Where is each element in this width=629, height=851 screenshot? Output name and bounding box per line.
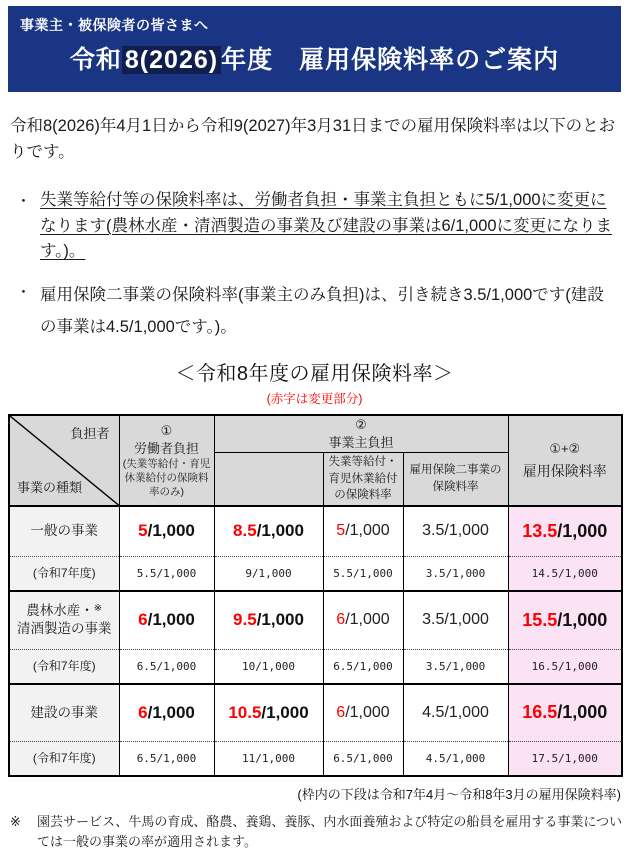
table-row-kensetsu	[9, 684, 622, 741]
flyer-page	[0, 6, 629, 849]
prev-rate-cell: 6.5/1,000	[323, 741, 403, 776]
rate-cell: 9.5/1,000	[214, 591, 323, 649]
corner-header-cell	[9, 415, 119, 506]
header-employer-spacer	[214, 452, 323, 506]
header-worker-num: ①	[160, 423, 173, 439]
table-row-norin	[9, 591, 622, 649]
header-sub-nijigyo-rate: 雇用保険二事業の保険料率	[403, 452, 508, 506]
footnote-prev-year-range: (枠内の下段は令和7年4月～令和8年3月の雇用保険料率)	[297, 787, 621, 803]
table-row-norin-prev-year	[9, 649, 622, 684]
bullet-marker: ・	[16, 283, 32, 301]
footnote-asterisk-text: 園芸サービス、牛馬の育成、酪農、養鶏、養豚、内水面養殖および特定の船員を雇用する事業については一般の事業の率が適用されます。	[37, 814, 623, 849]
prev-total-rate-cell: 17.5/1,000	[508, 741, 622, 776]
rate-cell: 6/1,000	[119, 684, 214, 741]
row-label: 農林水産・※ 清酒製造の事業	[9, 591, 119, 649]
prev-rate-cell: 3.5/1,000	[403, 556, 508, 591]
banner-eyebrow: 事業主・被保険者の皆さまへ	[20, 17, 209, 33]
row-label: (令和7年度)	[9, 649, 119, 684]
row-label: (令和7年度)	[9, 556, 119, 591]
row-label: 一般の事業	[9, 506, 119, 556]
prev-rate-cell: 6.5/1,000	[323, 649, 403, 684]
bullet-item-rate-change	[16, 188, 619, 265]
corner-label-business-type: 事業の種類	[17, 480, 83, 496]
header-employer-burden	[214, 415, 508, 452]
prev-rate-cell: 6.5/1,000	[119, 741, 214, 776]
prev-rate-cell: 3.5/1,000	[403, 649, 508, 684]
total-rate-cell: 13.5/1,000	[508, 506, 622, 556]
prev-rate-cell: 6.5/1,000	[119, 649, 214, 684]
header-total-num: ①+②	[549, 441, 581, 457]
total-rate-cell: 16.5/1,000	[508, 684, 622, 741]
corner-label-bearer: 負担者	[70, 426, 110, 442]
banner-title-highlight: 8(2026)	[122, 46, 221, 74]
rate-cell: 6/1,000	[119, 591, 214, 649]
rate-cell: 5/1,000	[323, 506, 403, 556]
asterisk-mark: ※	[93, 602, 103, 614]
bullet-item-nijigyo	[16, 279, 619, 343]
section-title: ＜令和8年度の雇用保険料率＞	[175, 363, 454, 386]
header-employer-label: 事業主負担	[328, 434, 394, 450]
header-total-rate	[508, 415, 622, 506]
rate-cell: 6/1,000	[323, 684, 403, 741]
header-total-label: 雇用保険料率	[522, 462, 607, 479]
header-worker-note: (失業等給付・育児休業給付の保険料率のみ)	[122, 458, 211, 498]
header-sub-benefit-rate: 失業等給付・育児休業給付の保険料率	[323, 452, 403, 506]
prev-rate-cell: 11/1,000	[214, 741, 323, 776]
bullet-marker: ・	[16, 193, 32, 211]
prev-rate-cell: 5.5/1,000	[119, 556, 214, 591]
banner-title	[8, 40, 621, 76]
rate-cell: 4.5/1,000	[403, 684, 508, 741]
prev-total-rate-cell: 14.5/1,000	[508, 556, 622, 591]
header-worker-burden	[119, 415, 214, 506]
prev-rate-cell: 4.5/1,000	[403, 741, 508, 776]
rate-cell: 5/1,000	[119, 506, 214, 556]
table-row-kensetsu-prev-year	[9, 741, 622, 776]
total-rate-cell: 15.5/1,000	[508, 591, 622, 649]
prev-rate-cell: 9/1,000	[214, 556, 323, 591]
red-change-caption: (赤字は変更部分)	[266, 392, 363, 407]
prev-rate-cell: 5.5/1,000	[323, 556, 403, 591]
row-label: 建設の事業	[9, 684, 119, 741]
bullet-list	[16, 188, 619, 343]
insurance-rate-table	[8, 414, 623, 777]
footnote-asterisk	[10, 812, 623, 851]
intro-paragraph: 令和8(2026)年4月1日から令和9(2027)年3月31日までの雇用保険料率は以下のとおりです。	[10, 117, 616, 161]
header-worker-label: 労働者負担	[133, 440, 199, 456]
bullet-text: 雇用保険二事業の保険料率(事業主のみ負担)は、引き続き3.5/1,000です(建設の事業は4.5/1,000です。)。	[40, 285, 604, 336]
table-header	[9, 415, 622, 506]
header-employer-num: ②	[355, 417, 367, 433]
prev-rate-cell: 10/1,000	[214, 649, 323, 684]
banner	[8, 6, 621, 92]
table-row-general	[9, 506, 622, 556]
rate-cell: 6/1,000	[323, 591, 403, 649]
asterisk-mark: ※	[10, 814, 21, 830]
rate-cell: 3.5/1,000	[403, 506, 508, 556]
row-label: (令和7年度)	[9, 741, 119, 776]
banner-title-pre: 令和	[69, 46, 122, 74]
table-row-general-prev-year	[9, 556, 622, 591]
bullet-text: 失業等給付等の保険料率は、労働者負担・事業主負担ともに5/1,000に変更になります(農林水産・清酒製造の事業及び建設の事業は6/1,000に変更になります。)。	[40, 191, 613, 261]
rate-cell: 10.5/1,000	[214, 684, 323, 741]
rate-cell: 3.5/1,000	[403, 591, 508, 649]
rate-cell: 8.5/1,000	[214, 506, 323, 556]
banner-title-post: 年度 雇用保険料率のご案内	[221, 46, 560, 74]
prev-total-rate-cell: 16.5/1,000	[508, 649, 622, 684]
